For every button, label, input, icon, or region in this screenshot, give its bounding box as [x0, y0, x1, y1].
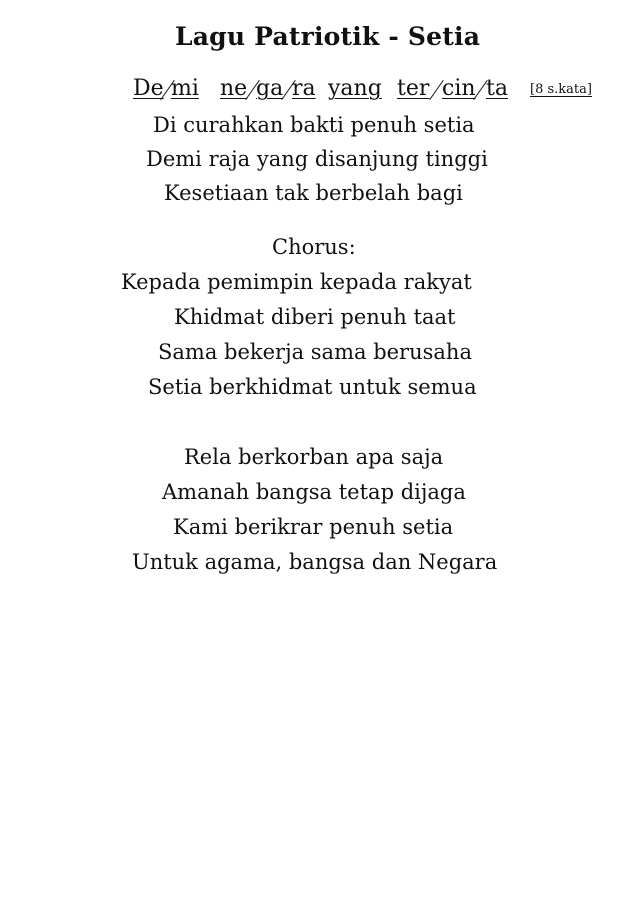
syllable: cin — [442, 76, 476, 101]
syllable: ra — [292, 76, 316, 101]
syllable: ne — [220, 76, 248, 101]
lyric-line: Khidmat diberi penuh taat — [174, 305, 456, 329]
syllable-count-note: [8 s.kata] — [530, 82, 592, 97]
lyric-line: Amanah bangsa tetap dijaga — [162, 480, 466, 504]
lyric-line: Kesetiaan tak berbelah bagi — [164, 181, 463, 205]
song-title: Lagu Patriotik - Setia — [175, 22, 481, 51]
syllable: ga — [256, 76, 284, 101]
lyric-line: Untuk agama, bangsa dan Negara — [132, 550, 498, 574]
syllable: ter — [397, 76, 430, 101]
lyric-line: Setia berkhidmat untuk semua — [148, 375, 477, 399]
lyric-line: Kepada pemimpin kepada rakyat — [121, 270, 472, 294]
lyric-line: Sama bekerja sama berusaha — [158, 340, 472, 364]
lyric-line: Rela berkorban apa saja — [184, 445, 444, 469]
syllable: yang — [328, 76, 382, 101]
syllable: De — [133, 76, 164, 101]
lyric-line: Kami berikrar penuh setia — [173, 515, 454, 539]
syllable: mi — [171, 76, 199, 101]
lyric-line: Di curahkan bakti penuh setia — [153, 113, 475, 137]
syllable: ta — [486, 76, 508, 101]
lyric-line: Demi raja yang disanjung tinggi — [146, 147, 488, 171]
chorus-heading: Chorus: — [272, 235, 356, 259]
